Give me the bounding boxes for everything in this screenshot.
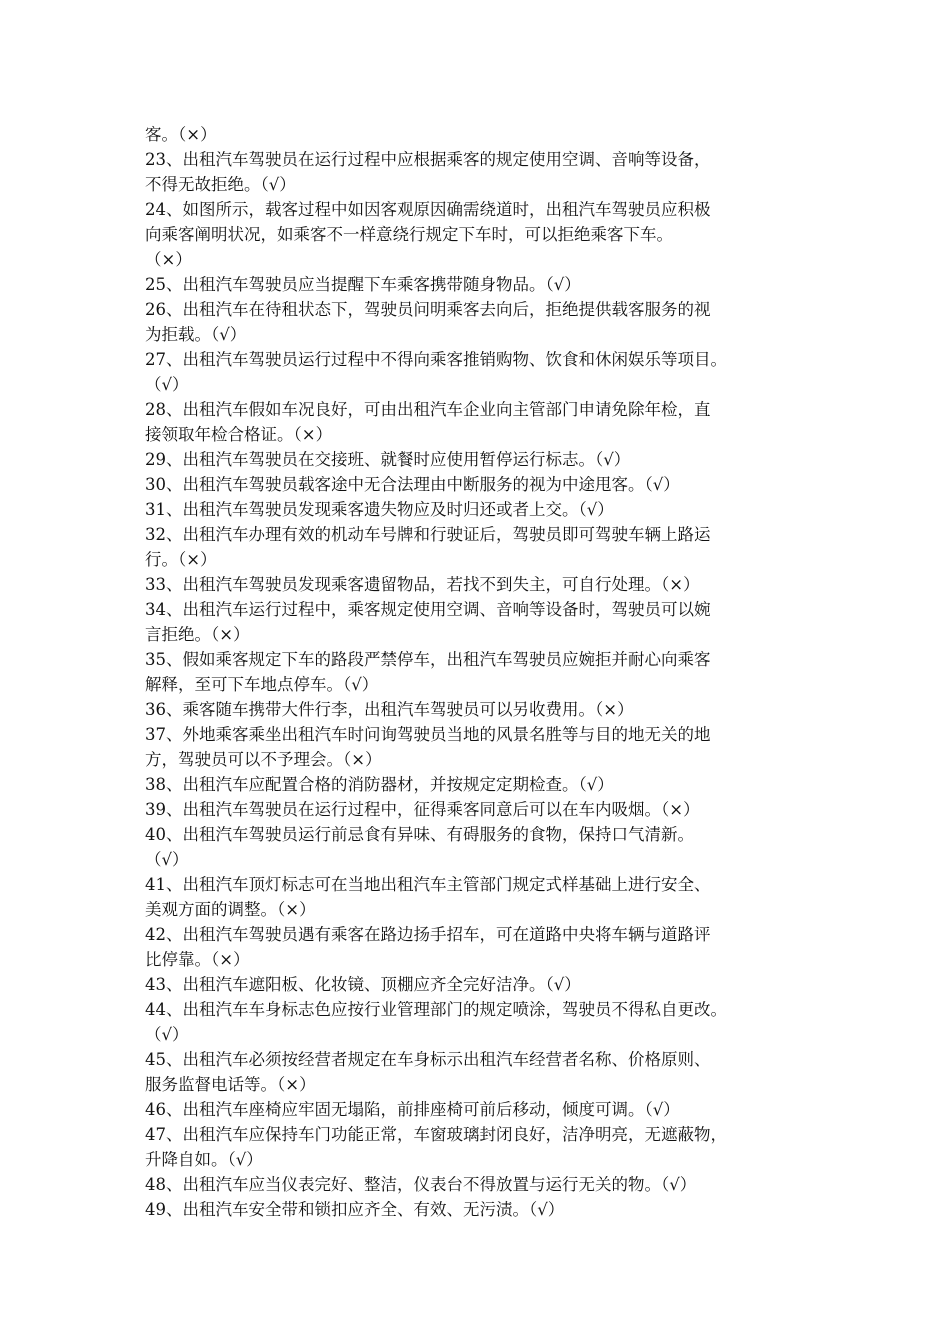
text-line: 44、出租汽车车身标志色应按行业管理部门的规定喷涂，驾驶员不得私自更改。 (145, 1000, 727, 1019)
text-line: 客。（×） (145, 125, 217, 144)
text-line: 言拒绝。（×） (145, 625, 250, 644)
text-line: 服务监督电话等。（×） (145, 1075, 316, 1094)
text-line: 43、出租汽车遮阳板、化妆镜、顶棚应齐全完好洁净。（√） (145, 975, 581, 994)
text-line: 26、出租汽车在待租状态下，驾驶员问明乘客去向后，拒绝提供载客服务的视 (145, 300, 711, 319)
text-line: 24、如图所示，载客过程中如因客观原因确需绕道时，出租汽车驾驶员应积极 (145, 200, 711, 219)
text-line: 39、出租汽车驾驶员在运行过程中，征得乘客同意后可以在车内吸烟。（×） (145, 800, 700, 819)
text-line: 32、出租汽车办理有效的机动车号牌和行驶证后，驾驶员即可驾驶车辆上路运 (145, 525, 711, 544)
text-line: 37、外地乘客乘坐出租汽车时问询驾驶员当地的风景名胜等与目的地无关的地 (145, 725, 711, 744)
text-line: 36、乘客随车携带大件行李，出租汽车驾驶员可以另收费用。（×） (145, 700, 634, 719)
text-line: 向乘客阐明状况，如乘客不一样意绕行规定下车时，可以拒绝乘客下车。 (145, 225, 673, 244)
text-line: 49、出租汽车安全带和锁扣应齐全、有效、无污渍。（√） (145, 1200, 565, 1219)
text-line: 29、出租汽车驾驶员在交接班、就餐时应使用暂停运行标志。（√） (145, 450, 631, 469)
text-line: 接领取年检合格证。（×） (145, 425, 333, 444)
text-line: 方，驾驶员可以不予理会。（×） (145, 750, 382, 769)
text-line: 35、假如乘客规定下车的路段严禁停车，出租汽车驾驶员应婉拒并耐心向乘客 (145, 650, 711, 669)
text-line: 46、出租汽车座椅应牢固无塌陷，前排座椅可前后移动，倾度可调。（√） (145, 1100, 680, 1119)
text-line: 41、出租汽车顶灯标志可在当地出租汽车主管部门规定式样基础上进行安全、 (145, 875, 711, 894)
text-line: 33、出租汽车驾驶员发现乘客遗留物品，若找不到失主，可自行处理。（×） (145, 575, 700, 594)
text-line: 42、出租汽车驾驶员遇有乘客在路边扬手招车，可在道路中央将车辆与道路评 (145, 925, 711, 944)
text-line: （√） (145, 375, 189, 394)
text-line: 美观方面的调整。（×） (145, 900, 316, 919)
text-line: 47、出租汽车应保持车门功能正常，车窗玻璃封闭良好，洁净明亮，无遮蔽物， (145, 1125, 727, 1144)
text-line: 比停靠。（×） (145, 950, 250, 969)
text-line: 升降自如。（√） (145, 1150, 263, 1169)
text-line: 28、出租汽车假如车况良好，可由出租汽车企业向主管部门申请免除年检，直 (145, 400, 711, 419)
text-line: （×） (145, 250, 192, 269)
text-line: 30、出租汽车驾驶员载客途中无合法理由中断服务的视为中途甩客。（√） (145, 475, 680, 494)
text-line: 为拒载。（√） (145, 325, 247, 344)
text-line: （√） (145, 850, 189, 869)
text-line: 48、出租汽车应当仪表完好、整洁，仪表台不得放置与运行无关的物。（√） (145, 1175, 697, 1194)
text-line: 不得无故拒绝。（√） (145, 175, 296, 194)
text-line: 38、出租汽车应配置合格的消防器材，并按规定定期检查。（√） (145, 775, 614, 794)
text-line: 34、出租汽车运行过程中，乘客规定使用空调、音响等设备时，驾驶员可以婉 (145, 600, 711, 619)
text-line: 31、出租汽车驾驶员发现乘客遗失物应及时归还或者上交。（√） (145, 500, 614, 519)
text-line: 40、出租汽车驾驶员运行前忌食有异味、有碍服务的食物，保持口气清新。 (145, 825, 694, 844)
text-line: 23、出租汽车驾驶员在运行过程中应根据乘客的规定使用空调、音响等设备， (145, 150, 711, 169)
text-line: 27、出租汽车驾驶员运行过程中不得向乘客推销购物、饮食和休闲娱乐等项目。 (145, 350, 727, 369)
text-line: 25、出租汽车驾驶员应当提醒下车乘客携带随身物品。（√） (145, 275, 581, 294)
text-line: 45、出租汽车必须按经营者规定在车身标示出租汽车经营者名称、价格原则、 (145, 1050, 711, 1069)
text-line: 行。（×） (145, 550, 217, 569)
text-line: （√） (145, 1025, 189, 1044)
text-line: 解释，至可下车地点停车。（√） (145, 675, 379, 694)
question-list (145, 122, 815, 1222)
